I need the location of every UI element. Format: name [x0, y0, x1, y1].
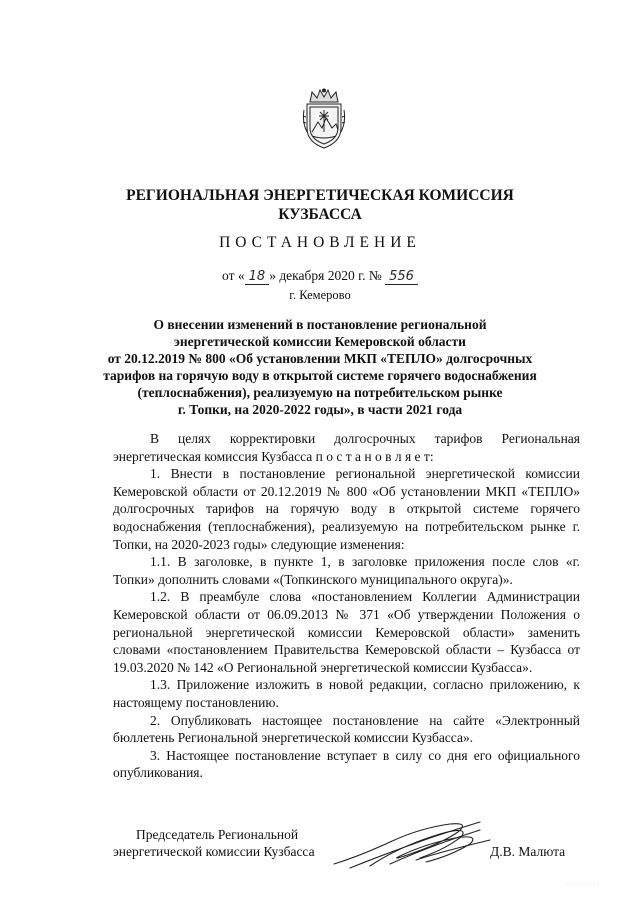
signatory-position-line-1: Председатель Региональной	[136, 827, 299, 842]
subject-line: от 20.12.2019 № 800 «Об установлении МКП «ТЕПЛО» долгосрочных	[107, 351, 533, 366]
paragraph-3: 3. Настоящее постановление вступает в силу со дня его официального опубликования.	[113, 747, 580, 781]
paragraph-1-1: 1.1. В заголовке, в пункте 1, в заголовке приложения после слов «г. Топки» дополнить словами «(Топкинского муниципального округа)».	[113, 554, 580, 587]
intro-paragraph	[113, 430, 580, 465]
decree-title: ПОСТАНОВЛЕНИЕ	[219, 234, 421, 251]
signatory-position-line-2: энергетической комиссии Кузбасса	[113, 844, 315, 859]
handwritten-day: 18	[245, 269, 270, 285]
agency-name-line-2: КУЗБАССА	[278, 206, 362, 223]
paragraph-1: 1. Внести в постановление региональной энергетической комиссии Кемеровской области от 20.12.2019 № 800 «Об установлении МКП «ТЕПЛО» долгосрочных тарифов на горячую воду в открытой системе горячего водоснабжения (теплоснабжения), реализуемую на потребительском рынке г. Топки, на 2020-2023 годы» следующие изменения:	[113, 466, 580, 552]
intro-text: В целях корректировки долгосрочных тарифов Региональная энергетическая комиссия Кузбасса	[113, 431, 580, 464]
handwritten-number: 556	[385, 269, 418, 285]
scan-watermark: · · · · · · · · ·	[566, 882, 600, 887]
decree-subject	[100, 316, 540, 418]
signatory-name: Д.В. Малюта	[490, 844, 566, 859]
date-prefix: от «	[222, 268, 245, 283]
decree-city: г. Кемерово	[289, 288, 351, 302]
paragraph-2: 2. Опубликовать настоящее постановление на сайте «Электронный бюллетень Региональной энергетической комиссии Кузбасса».	[113, 712, 580, 746]
agency-name-line-1: РЕГИОНАЛЬНАЯ ЭНЕРГЕТИЧЕСКАЯ КОМИССИЯ	[126, 187, 514, 204]
decree-verb: п о с т а н о в л я е т:	[315, 448, 434, 464]
paragraph-1-3: 1.3. Приложение изложить в новой редакции, согласно приложению, к настоящему постановлению.	[113, 677, 580, 710]
subject-line: энергетической комиссии Кемеровской области	[174, 334, 466, 349]
decree-dateline	[60, 268, 580, 285]
subject-line: тарифов на горячую воду в открытой системе горячего водоснабжения	[103, 368, 537, 383]
subject-line: О внесении изменений в постановление региональной	[153, 317, 487, 332]
decree-body	[113, 430, 580, 782]
subject-line: (теплоснабжения), реализуемую на потребительском рынке	[137, 385, 503, 400]
handwritten-signature-icon	[330, 816, 500, 876]
subject-line: г. Топки, на 2020-2022 годы», в части 2021 года	[177, 402, 463, 417]
kuzbass-coat-of-arms-icon	[300, 88, 348, 150]
paragraph-1-2: 1.2. В преамбуле слова «постановлением Коллегии Администрации Кемеровской области от 06.09.2013 № 371 «Об утверждении Положения о региональной энергетической комиссии Кемеровской области» заменить словами «постановлением Правительства Кемеровской области – Кузбасса от 19.03.2020 № 142 «О Региональной энергетической комиссии Кузбасса».	[113, 589, 580, 675]
date-middle: » декабря 2020 г. №	[269, 268, 382, 283]
